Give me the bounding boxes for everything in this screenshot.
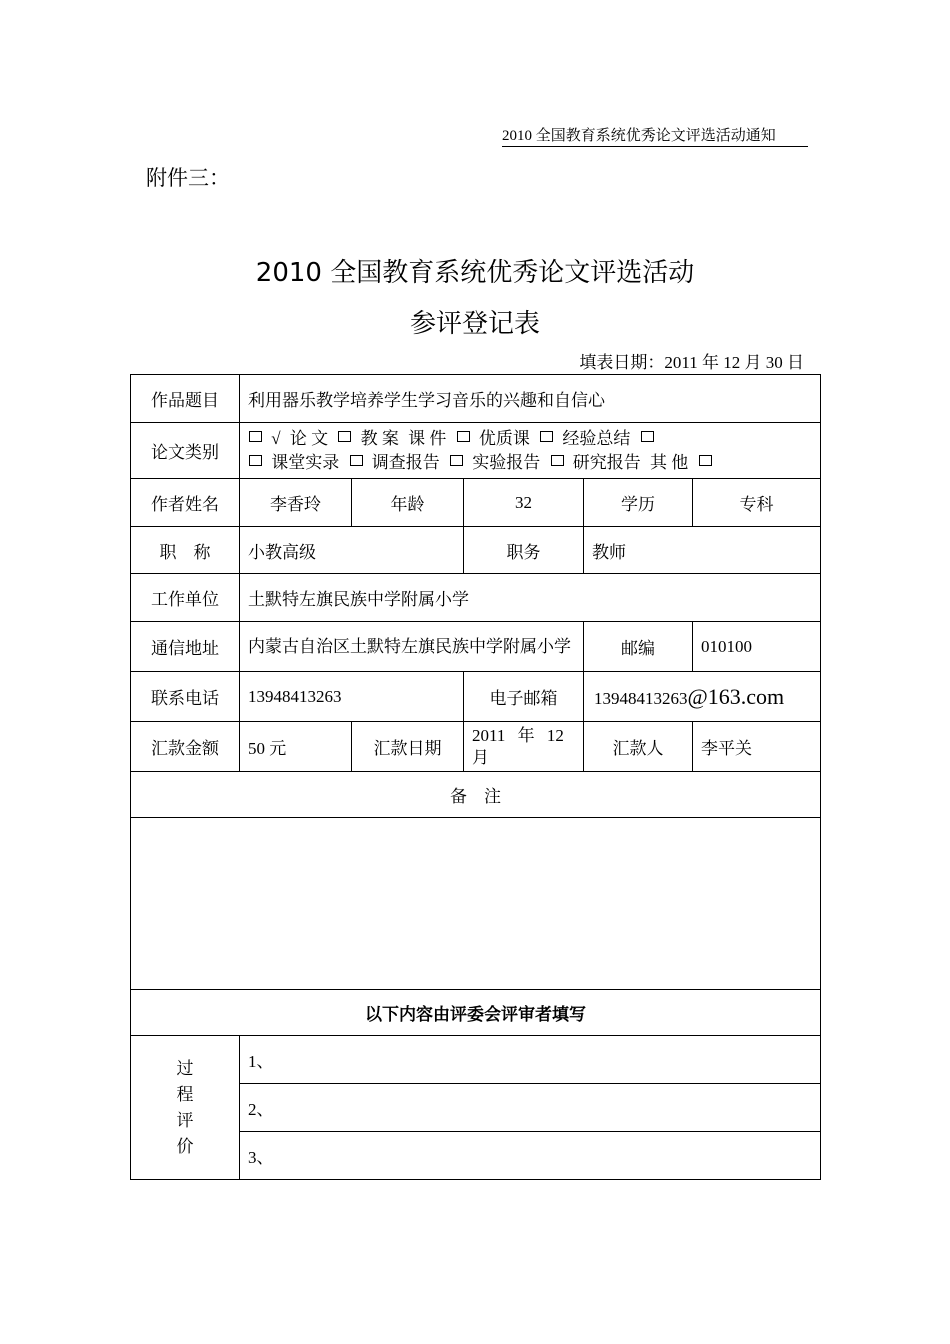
- category-option: 研究报告: [572, 452, 641, 472]
- category-option: 课 件: [408, 428, 447, 448]
- author-value[interactable]: 李香玲: [240, 479, 352, 527]
- category-option: 优质课: [478, 428, 530, 448]
- checkbox-icon[interactable]: [338, 431, 351, 442]
- checkbox-icon[interactable]: [450, 455, 463, 466]
- age-value[interactable]: 32: [464, 479, 584, 527]
- age-label: 年龄: [352, 479, 464, 527]
- remarks-label: 备 注: [131, 772, 821, 818]
- fill-date: 填表日期：2011 年 12 月 30 日: [579, 353, 804, 372]
- row-contact: [131, 672, 821, 722]
- checkbox-icon[interactable]: [350, 455, 363, 466]
- process-eval-char: 价: [176, 1136, 194, 1156]
- attachment-label: 附件三：: [146, 166, 230, 190]
- checkbox-icon[interactable]: [699, 455, 712, 466]
- category-label: 论文类别: [131, 423, 240, 479]
- education-value[interactable]: 专科: [693, 479, 821, 527]
- checkbox-icon[interactable]: [551, 455, 564, 466]
- position-label: 职务: [464, 527, 584, 574]
- process-eval-char: 评: [176, 1110, 194, 1130]
- row-author: [131, 479, 821, 527]
- email-value[interactable]: [584, 672, 821, 722]
- checkbox-icon[interactable]: [540, 431, 553, 442]
- eval-item-1[interactable]: 1、: [240, 1036, 821, 1084]
- eval-item-2[interactable]: 2、: [240, 1084, 821, 1132]
- postcode-value[interactable]: 010100: [693, 622, 821, 672]
- work-title-label: 作品题目: [131, 375, 240, 423]
- amount-value[interactable]: 50 元: [240, 722, 352, 772]
- category-option: 实验报告: [472, 452, 541, 472]
- phone-label: 联系电话: [131, 672, 240, 722]
- remarks-area[interactable]: [131, 818, 821, 990]
- registration-form-table: [130, 374, 821, 1180]
- postcode-label: 邮编: [584, 622, 693, 672]
- education-label: 学历: [584, 479, 693, 527]
- row-category: [131, 423, 821, 479]
- eval-item-3[interactable]: 3、: [240, 1132, 821, 1180]
- category-line-1: [248, 427, 812, 451]
- row-remarks-body: [131, 818, 821, 990]
- row-work-title: [131, 375, 821, 423]
- remitter-label: 汇款人: [584, 722, 693, 772]
- checkbox-icon[interactable]: [249, 455, 262, 466]
- author-label: 作者姓名: [131, 479, 240, 527]
- work-title-value[interactable]: 利用器乐教学培养学生学习音乐的兴趣和自信心: [240, 375, 821, 423]
- row-workplace: [131, 574, 821, 622]
- category-options: [240, 423, 821, 479]
- email-domain: @163.com: [687, 683, 785, 709]
- process-eval-char: 程: [176, 1084, 194, 1104]
- category-option: 论 文: [289, 428, 329, 448]
- workplace-label: 工作单位: [131, 574, 240, 622]
- row-remarks-header: [131, 772, 821, 818]
- category-option: 调查报告: [371, 452, 440, 472]
- title-rank-label: 职 称: [131, 527, 240, 574]
- row-title-rank: [131, 527, 821, 574]
- header-note: 2010 全国教育系统优秀论文评选活动通知: [502, 126, 808, 147]
- email-user: 13948413263: [594, 688, 688, 708]
- row-remittance: [131, 722, 821, 772]
- category-option: 经验总结: [562, 428, 631, 448]
- row-eval-1: [131, 1036, 821, 1084]
- address-label: 通信地址: [131, 622, 240, 672]
- phone-value[interactable]: 13948413263: [240, 672, 464, 722]
- checkbox-icon[interactable]: [249, 431, 262, 442]
- process-evaluation-label: [131, 1036, 240, 1180]
- remitter-value[interactable]: 李平关: [693, 722, 821, 772]
- form-subtitle: 参评登记表: [409, 309, 540, 339]
- category-option: 课堂实录: [271, 452, 340, 472]
- email-label: 电子邮箱: [464, 672, 584, 722]
- row-address: [131, 622, 821, 672]
- form-title: 2010 全国教育系统优秀论文评选活动: [255, 258, 695, 288]
- check-mark-icon: √: [271, 428, 281, 448]
- title-rank-value[interactable]: 小教高级: [240, 527, 464, 574]
- process-eval-char: 过: [176, 1058, 194, 1078]
- category-line-2: [248, 451, 812, 475]
- row-review-section: [131, 990, 821, 1036]
- workplace-value[interactable]: 土默特左旗民族中学附属小学: [240, 574, 821, 622]
- category-option: 其 他: [650, 452, 689, 472]
- review-section-label: 以下内容由评委会评审者填写: [131, 990, 821, 1036]
- checkbox-icon[interactable]: [641, 431, 654, 442]
- remit-date-value[interactable]: 2011 年 12 月: [464, 722, 584, 772]
- position-value[interactable]: 教师: [584, 527, 821, 574]
- checkbox-icon[interactable]: [457, 431, 470, 442]
- amount-label: 汇款金额: [131, 722, 240, 772]
- category-option: 教 案: [360, 428, 399, 448]
- remit-date-label: 汇款日期: [352, 722, 464, 772]
- address-value[interactable]: 内蒙古自治区土默特左旗民族中学附属小学: [240, 622, 584, 672]
